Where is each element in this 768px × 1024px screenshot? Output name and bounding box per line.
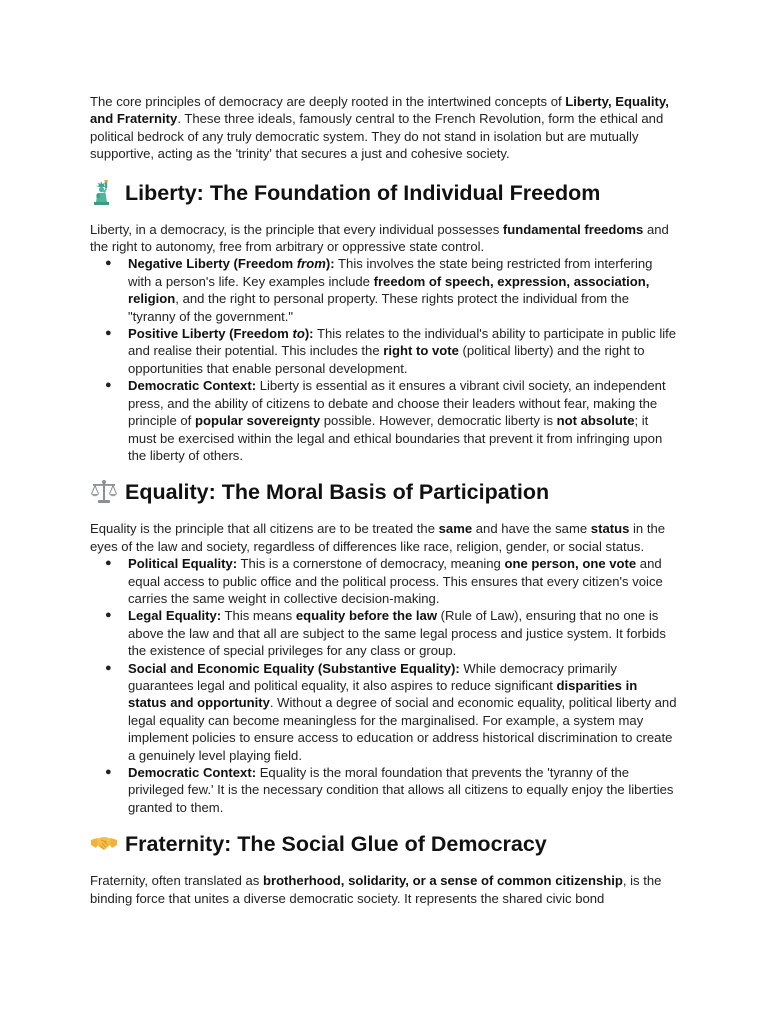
item-text: This involves the state being restricted from interfering with a person's life. Key examples include	[128, 256, 653, 289]
label-text: ):	[304, 326, 314, 342]
section-heading-text: Fraternity: The Social Glue of Democracy	[125, 832, 547, 857]
paragraph-text: , is the binding force that unites a diverse democratic society. It represents the shared civic bond	[90, 873, 662, 906]
item-text: This means	[221, 608, 296, 624]
intro-text: The core principles of democracy are deeply rooted in the intertwined concepts of	[90, 94, 566, 109]
bullet-icon: ●	[105, 609, 112, 622]
bullet-icon: ●	[105, 766, 112, 778]
item-label: Political Equality:	[128, 556, 238, 572]
item-bold: freedom of speech, expression, association, religion	[128, 273, 650, 307]
section-heading-text: Liberty: The Foundation of Individual Freedom	[125, 180, 601, 205]
section-heading-equality	[90, 478, 678, 506]
bullet-icon: ●	[105, 379, 112, 392]
item-label: Democratic Context:	[128, 765, 257, 780]
item-text: (Rule of Law), ensuring that no one is above the law and that all are subject to the same legal process and justice system. It forbids the existence of special privileges for any class or group.	[128, 608, 666, 659]
item-bold: right to vote	[383, 343, 459, 359]
statue-of-liberty-icon	[90, 180, 118, 206]
intro-text: . These three ideals, famously central to the French Revolution, form the ethical and political bedrock of any truly democratic system. They do not stand in isolation but are mutually supportive, acting as the 'trinity' that secures a just and cohesive society.	[90, 111, 664, 162]
label-emphasis: from	[296, 256, 326, 272]
item-text: (political liberty) and the right to opportunities that enable personal development.	[128, 343, 645, 376]
list-item	[90, 660, 678, 764]
intro-paragraph	[90, 93, 678, 163]
list-item	[90, 325, 678, 377]
bullet-icon: ●	[105, 557, 112, 570]
liberty-bullet-list	[90, 255, 678, 464]
bullet-icon: ●	[105, 257, 112, 270]
intro-bold: Liberty, Equality, and Fraternity	[90, 94, 669, 127]
section-heading-fraternity	[90, 830, 678, 858]
label-text: Negative Liberty (Freedom	[128, 256, 297, 272]
paragraph-text: in the eyes of the law and society, regardless of differences like race, religion, gender, or social status.	[90, 521, 666, 554]
equality-bullet-list	[90, 555, 678, 816]
handshake-icon	[90, 831, 118, 857]
label-text: Positive Liberty (Freedom	[128, 326, 293, 342]
list-item	[90, 764, 678, 816]
item-text: This relates to the individual's ability to participate in public life and realise their potential. This includes the	[128, 326, 677, 359]
fraternity-lead-paragraph	[90, 872, 678, 907]
item-text: , and the right to personal property. These rights protect the individual from the "tyranny of the government."	[128, 291, 629, 324]
item-bold: not absolute	[556, 413, 635, 429]
label-text: ):	[325, 256, 335, 272]
equality-lead-paragraph	[90, 520, 678, 555]
bullet-icon: ●	[105, 661, 112, 674]
document-page	[90, 93, 678, 907]
item-label	[128, 256, 335, 271]
item-bold: disparities in status and opportunity	[128, 677, 638, 711]
item-text: While democracy primarily guarantees legal and political equality, it also aspires to reduce significant	[128, 660, 617, 693]
paragraph-bold: brotherhood, solidarity, or a sense of common citizenship	[262, 873, 623, 889]
list-item	[90, 555, 678, 607]
paragraph-text: Equality is the principle that all citizens are to be treated the	[90, 521, 439, 537]
item-text: This is a cornerstone of democracy, meaning	[237, 556, 505, 572]
list-item	[90, 607, 678, 659]
item-text: ; it must be exercised within the legal and ethical boundaries that prevent it from infringing upon the liberty of others.	[128, 413, 663, 463]
list-item	[90, 255, 678, 325]
section-heading-liberty	[90, 179, 678, 207]
item-text: Equality is the moral foundation that prevents the 'tyranny of the privileged few.' It is the necessary condition that allows all citizens to equally enjoy the liberties granted to them.	[128, 765, 674, 815]
item-label: Democratic Context:	[128, 378, 257, 394]
paragraph-text: and the right to autonomy, free from arbitrary or oppressive state control.	[90, 221, 669, 255]
item-bold: one person, one vote	[504, 556, 637, 572]
paragraph-bold: same	[438, 521, 473, 537]
paragraph-bold: status	[590, 521, 630, 537]
paragraph-bold: fundamental freedoms	[502, 221, 644, 237]
section-heading-text: Equality: The Moral Basis of Participation	[125, 480, 550, 505]
item-text: . Without a degree of social and economic equality, political liberty and legal equality can become meaningless for the marginalised. For example, a system may implement policies to ensure access to education or address historical discrimination to create a genuinely level playing field.	[128, 695, 677, 763]
item-text: and equal access to public office and the political process. This ensures that every citizen's voice carries the same weight in collective decision-making.	[128, 556, 663, 606]
liberty-lead-paragraph	[90, 221, 678, 256]
item-label	[128, 326, 314, 341]
item-label: Legal Equality:	[128, 608, 222, 624]
item-bold: popular sovereignty	[194, 413, 321, 429]
item-text: Liberty is essential as it ensures a vibrant civil society, an independent press, and the ability of citizens to debate and choose their leaders without fear, making the principle of	[128, 378, 666, 429]
item-bold: equality before the law	[295, 608, 438, 624]
item-text: possible. However, democratic liberty is	[320, 413, 557, 429]
balance-scale-icon	[90, 479, 118, 505]
label-emphasis: to	[292, 326, 305, 342]
bullet-icon: ●	[105, 327, 112, 340]
item-label: Social and Economic Equality (Substantive Equality):	[128, 660, 460, 676]
paragraph-text: Fraternity, often translated as	[90, 873, 263, 889]
paragraph-text: and have the same	[472, 521, 591, 537]
paragraph-text: Liberty, in a democracy, is the principle that every individual possesses	[90, 221, 503, 237]
list-item	[90, 377, 678, 464]
